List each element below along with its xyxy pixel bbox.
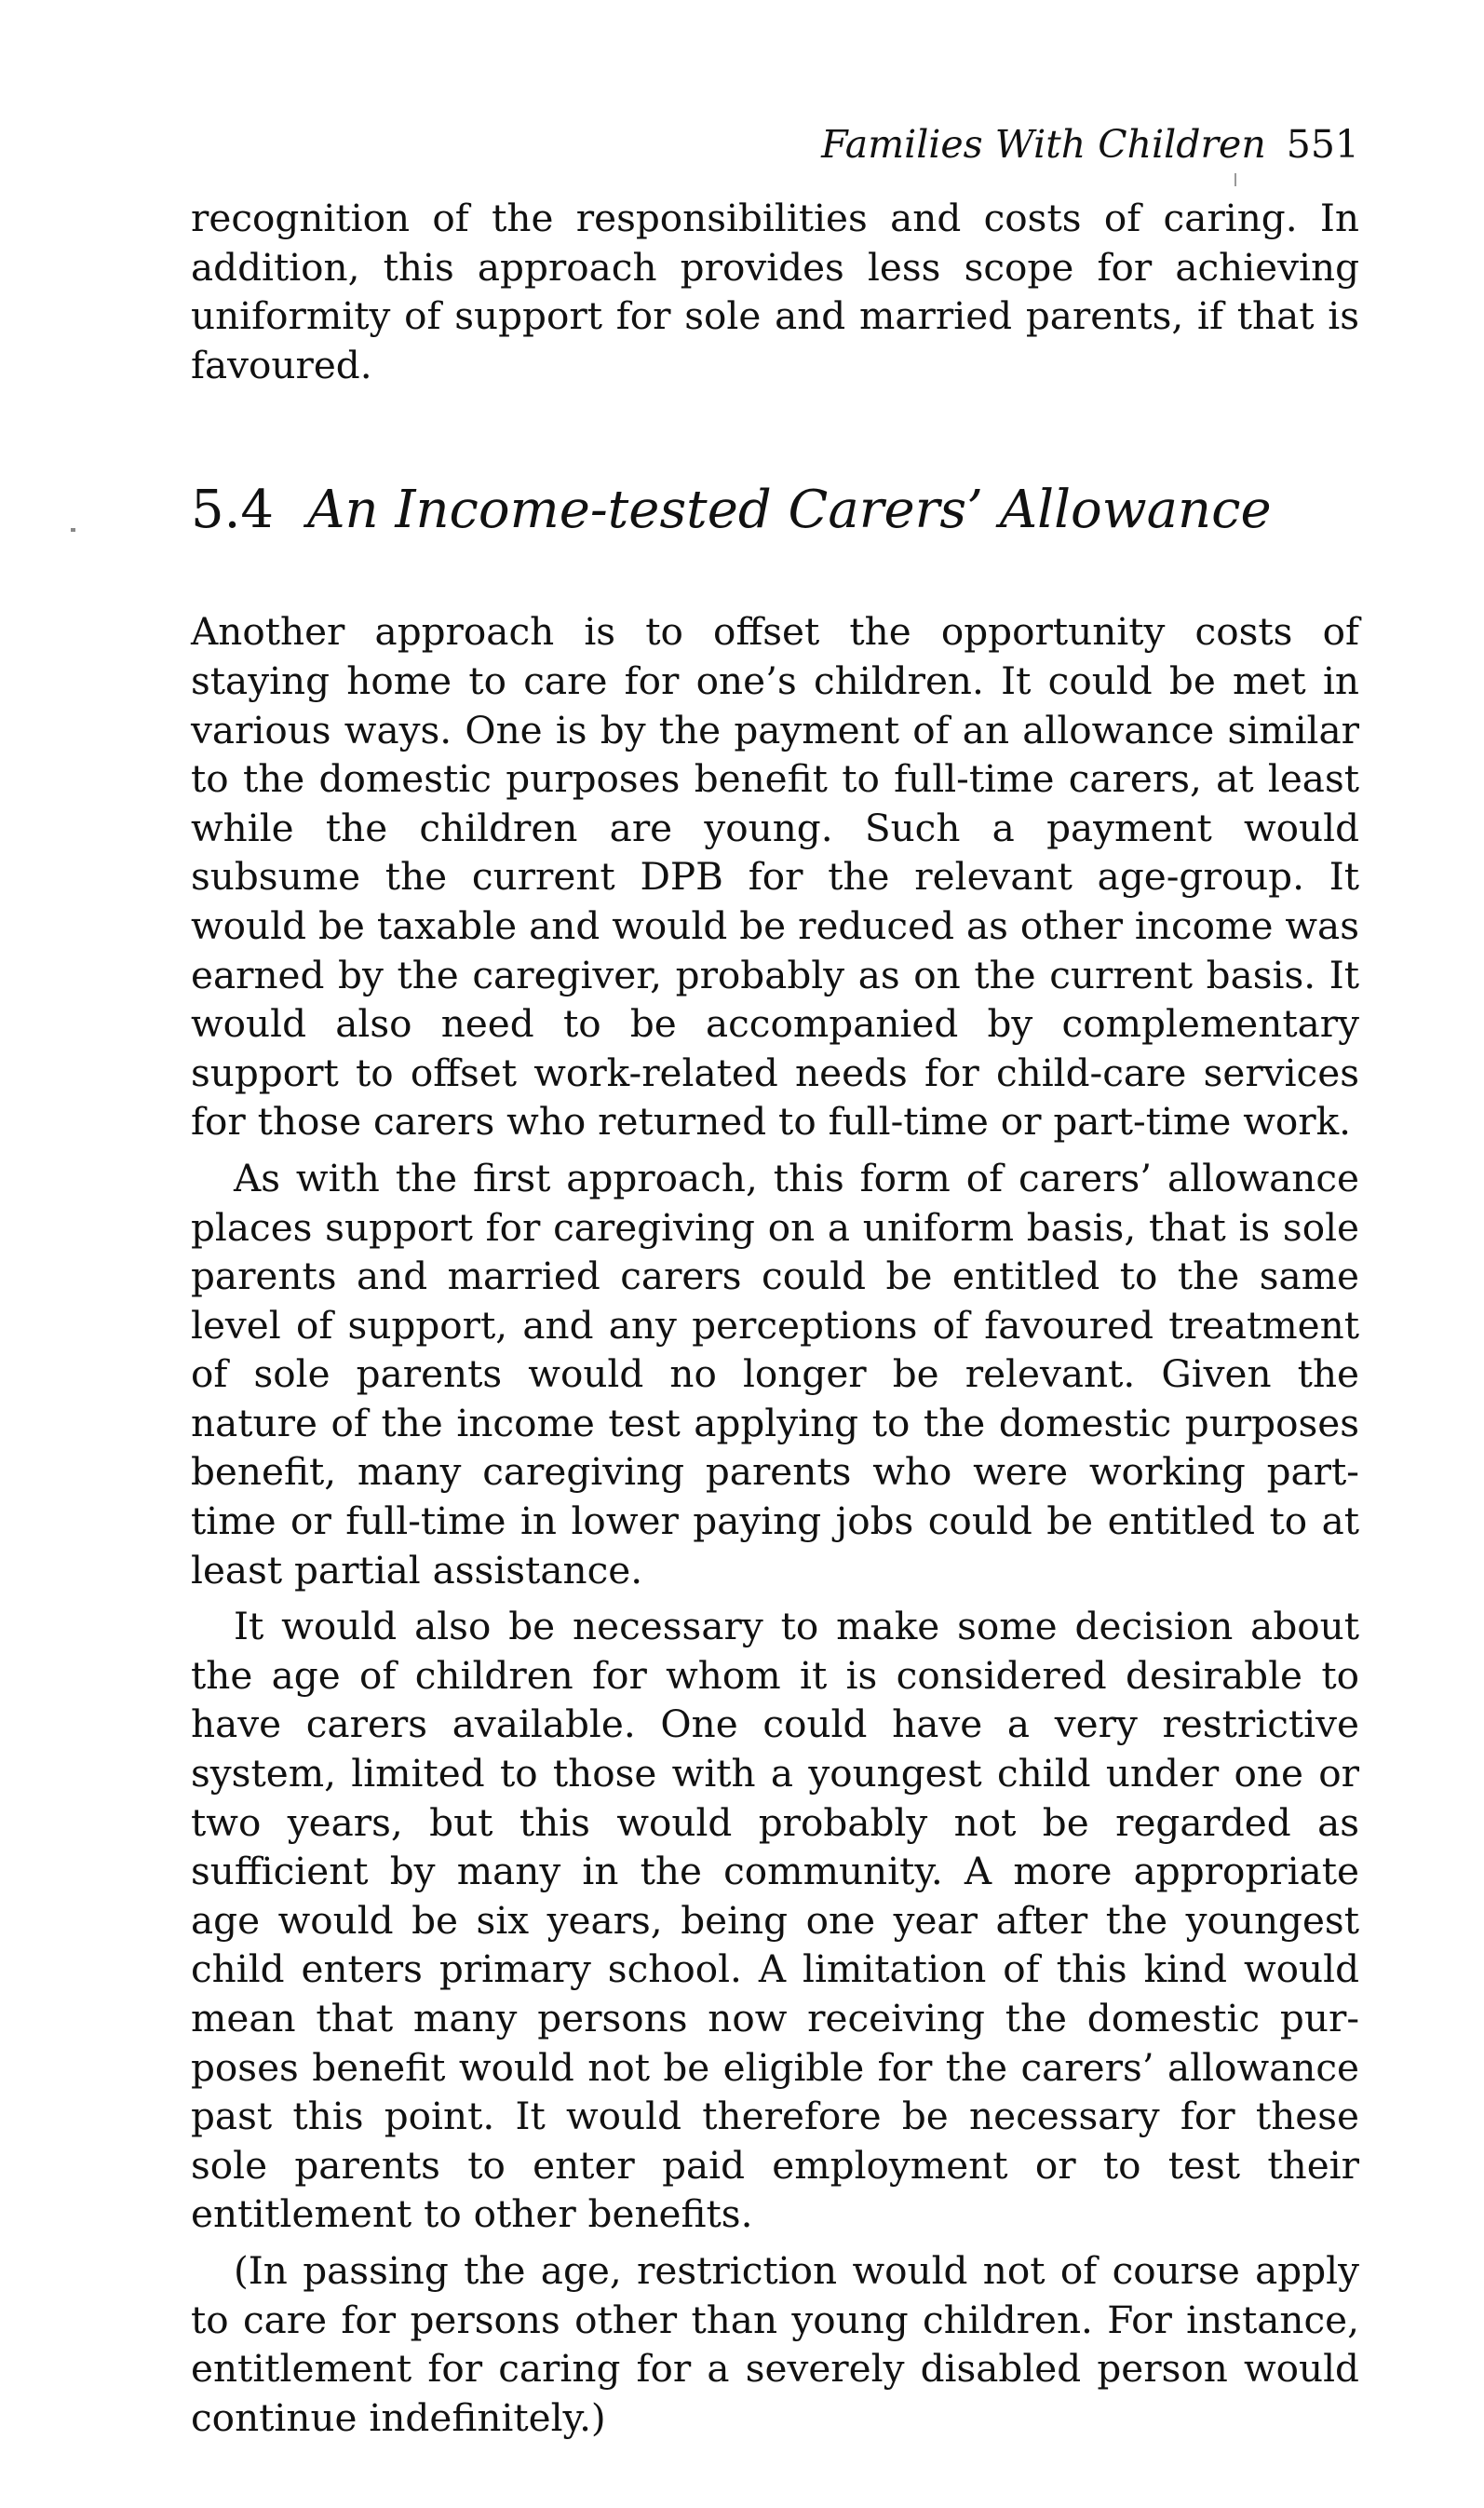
page-number: 551 — [1286, 122, 1359, 167]
section-heading — [191, 479, 1359, 542]
body-paragraph: (In passing the age, restriction would not of course apply to care for persons other than young children. For instance, entitlement for caring for a severely disabled person would continue indefinitely.) — [191, 2247, 1359, 2440]
book-page — [191, 121, 1359, 2442]
body-paragraph: It would also be necessary to make some decision about the age of children for whom it is considered desirable to have carers available. One could have a very restrictive system, limited to those with a youngest child under one or two years, but this would probably not be regarded as sufficient by many in the community. A more appropriate age would be six years, being one year after the youngest child enters primary school. A limitation of this kind would mean that many persons now receiving the domestic purposes benefit would not be eligible for the carers’ allowance past this point. It would therefore be necessary for these sole parents to enter paid employment or to test their entitlement to other benefits. — [191, 1604, 1359, 2237]
continued-paragraph: recognition of the responsibilities and costs of caring. In addition, this approach provides less scope for achieving uniformity of support for sole and married parents, if that is favoured. — [191, 196, 1359, 387]
running-head-title: Families With Children — [821, 122, 1266, 167]
section-number: 5.4 — [191, 480, 275, 541]
body-paragraph: As with the first approach, this form of carers’ allowance places support for caregiving on a uniform basis, that is sole parents and married carers could be entitled to the same level of support, and any perceptions of favoured treatment of sole parents would no longer be relevant. Given the nature of the income test applying to the domestic purposes benefit, many caregiving parents who were working part-time or full-time in lower paying jobs could be entitled to at least partial assistance. — [191, 1155, 1359, 1593]
running-head — [191, 121, 1359, 168]
body-paragraph: Another approach is to offset the opportunity costs of staying home to care for one’s children. It could be met in various ways. One is by the payment of an allowance similar to the domestic purposes benefit to full-time carers, at least while the children are young. Such a payment would subsume the current DPB for the relevant age-group. It would be taxable and would be reduced as other income was earned by the caregiver, probably as on the current basis. It would also need to be accompanied by complementary support to offset work-related needs for child-care services for those carers who returned to full-time or part-time work. — [191, 609, 1359, 1145]
section-title: An Income-tested Carers’ Allowance — [307, 480, 1272, 541]
margin-mark — [71, 528, 75, 532]
